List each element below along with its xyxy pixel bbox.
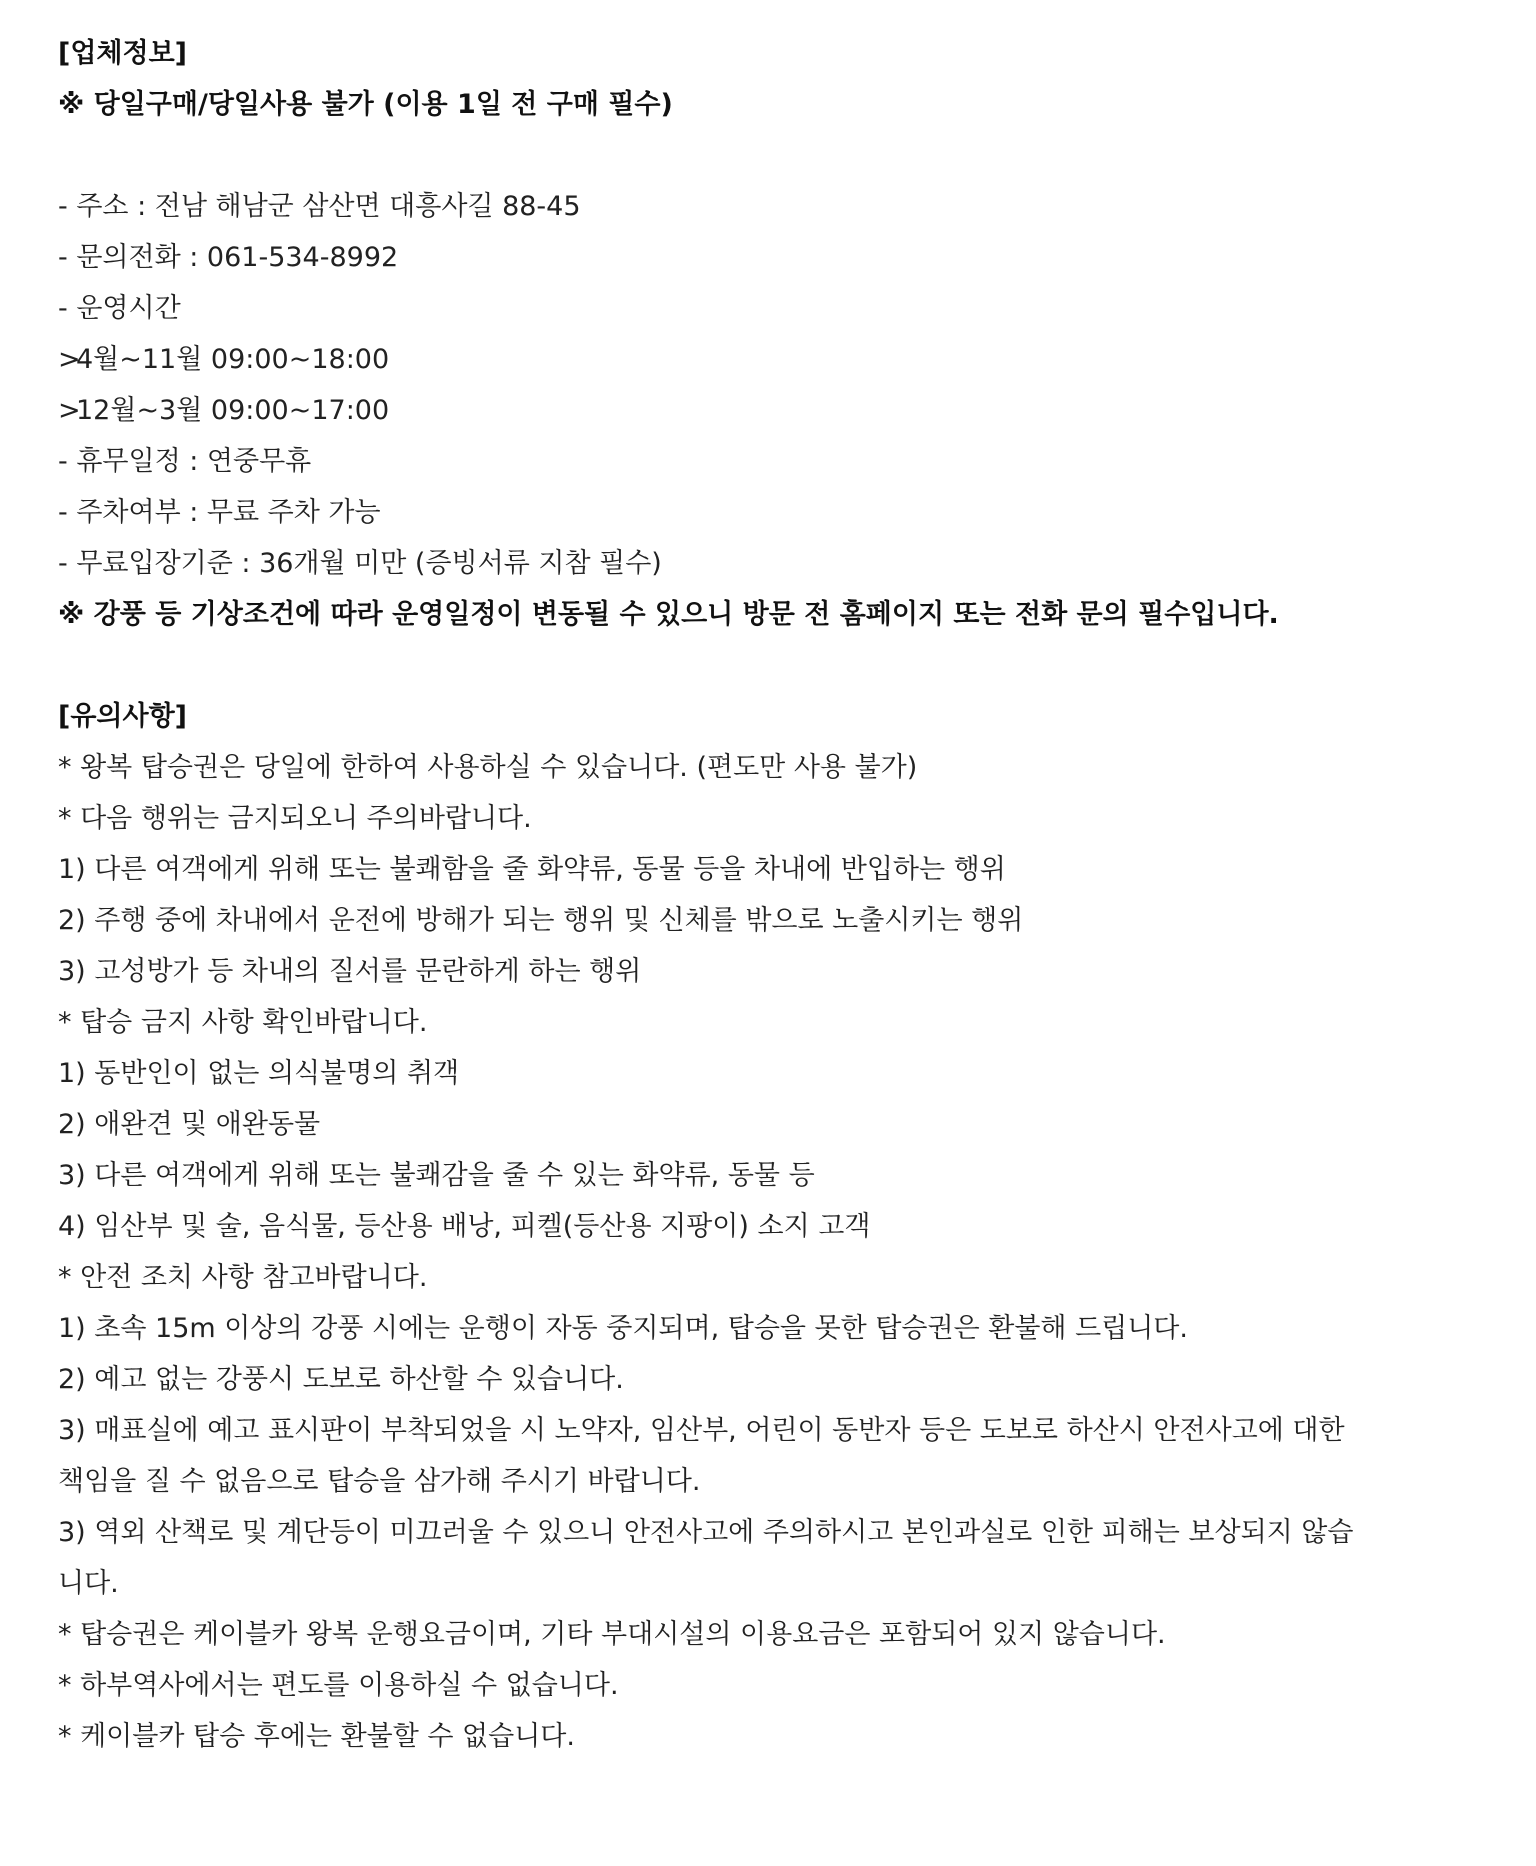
company-info-heading: [업체정보] [58,38,188,69]
caution-line: * 다음 행위는 금지되오니 주의바랍니다. [58,803,532,834]
caution-line: * 탑승권은 케이블카 왕복 운행요금이며, 기타 부대시설의 이용요금은 포함되어 있지 않습니다. [58,1619,1166,1650]
caution-line: * 하부역사에서는 편도를 이용하실 수 없습니다. [58,1670,619,1701]
address-line: - 주소 : 전남 해남군 삼산면 대흥사길 88-45 [58,191,581,222]
caution-line: * 안전 조치 사항 참고바랍니다. [58,1262,428,1293]
purchase-notice: ※ 당일구매/당일사용 불가 (이용 1일 전 구매 필수) [58,89,673,120]
caution-line: 1) 초속 15m 이상의 강풍 시에는 운행이 자동 중지되며, 탑승을 못한 탑승권은 환불해 드립니다. [58,1313,1188,1344]
hours-line-2 [58,385,1358,436]
caution-line: 4) 임산부 및 술, 음식물, 등산용 배낭, 피켈(등산용 지팡이) 소지 고객 [58,1211,871,1242]
caution-line: 3) 역외 산책로 및 계단등이 미끄러울 수 있으니 안전사고에 주의하시고 본인과실로 인한 피해는 보상되지 않습 [58,1517,1354,1548]
blank-line [58,130,1358,181]
caution-line: 3) 매표실에 예고 표시판이 부착되었을 시 노약자, 임산부, 어린이 동반자 등은 도보로 하산시 안전사고에 대한 [58,1415,1345,1446]
caution-line: 2) 예고 없는 강풍시 도보로 하산할 수 있습니다. [58,1364,624,1395]
hours-line-1 [58,334,1358,385]
chevron-right-icon: > [58,395,81,426]
caution-line: * 탑승 금지 사항 확인바랍니다. [58,1007,428,1038]
hours-text-1: 4월~11월 09:00~18:00 [76,344,390,375]
blank-line [58,640,1358,691]
caution-line: * 케이블카 탑승 후에는 환불할 수 없습니다. [58,1721,575,1752]
caution-line: 2) 주행 중에 차내에서 운전에 방해가 되는 행위 및 신체를 밖으로 노출시키는 행위 [58,905,1024,936]
weather-notice: ※ 강풍 등 기상조건에 따라 운영일정이 변동될 수 있으니 방문 전 홈페이지 또는 전화 문의 필수입니다. [58,599,1279,630]
caution-line: 1) 동반인이 없는 의식불명의 취객 [58,1058,460,1089]
closed-days-line: - 휴무일정 : 연중무휴 [58,446,312,477]
parking-line: - 주차여부 : 무료 주차 가능 [58,497,381,528]
caution-line: 3) 다른 여객에게 위해 또는 불쾌감을 줄 수 있는 화약류, 동물 등 [58,1160,815,1191]
cautions-heading: [유의사항] [58,701,188,732]
phone-line: - 문의전화 : 061-534-8992 [58,242,399,273]
caution-line: 니다. [58,1568,119,1599]
caution-line: 1) 다른 여객에게 위해 또는 불쾌함을 줄 화약류, 동물 등을 차내에 반입하는 행위 [58,854,1006,885]
caution-line: 2) 애완견 및 애완동물 [58,1109,321,1140]
caution-line: 책임을 질 수 없음으로 탑승을 삼가해 주시기 바랍니다. [58,1466,701,1497]
caution-line: 3) 고성방가 등 차내의 질서를 문란하게 하는 행위 [58,956,642,987]
caution-line: * 왕복 탑승권은 당일에 한하여 사용하실 수 있습니다. (편도만 사용 불가) [58,752,918,783]
free-entry-line: - 무료입장기준 : 36개월 미만 (증빙서류 지참 필수) [58,548,662,579]
hours-text-2: 12월~3월 09:00~17:00 [76,395,390,426]
hours-label: - 운영시간 [58,293,181,324]
chevron-right-icon: > [58,344,81,375]
